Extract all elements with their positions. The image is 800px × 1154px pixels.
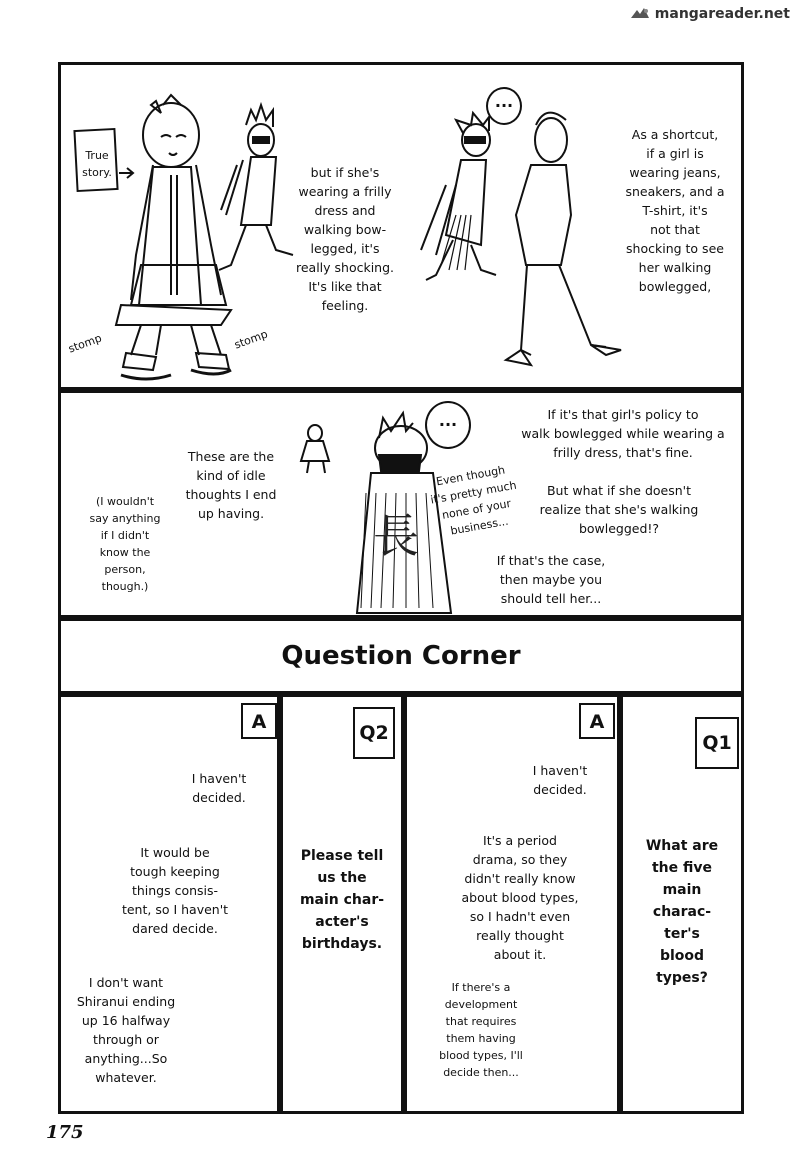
tell-her-text: If that's the case, then maybe you should tell her... <box>496 553 606 606</box>
ellipsis-middle: ... <box>438 411 458 430</box>
answer1-tag: A <box>579 703 615 739</box>
ellipsis-top: ... <box>494 92 514 111</box>
answer2-tag: A <box>241 703 277 739</box>
ellipsis-bubble-top <box>486 87 522 125</box>
panel-top <box>58 62 744 390</box>
question1-tag: Q1 <box>695 717 739 769</box>
watermark-site: mangareader.net <box>654 6 790 22</box>
question1-column <box>620 694 744 1114</box>
stomp-right: stomp <box>232 327 270 352</box>
answer1-column <box>404 694 620 1114</box>
even-though-text: Even though it's pretty much none of your business... <box>429 463 518 538</box>
what-if-text: But what if she doesn't realize that she's walking bowlegged!? <box>539 483 699 536</box>
question2-column <box>280 694 404 1114</box>
page-number: 175 <box>46 1122 84 1143</box>
panel-middle <box>58 390 744 618</box>
answer2-line3: I don't want Shiranui ending up 16 halfway through or anything...So whatever. <box>76 975 176 1085</box>
middle-narration: but if she's wearing a frilly dress and walking bow- legged, it's really shocking. It's like that feeling. <box>295 165 395 313</box>
aside-text: (I wouldn't say anything if I didn't know the person, though.) <box>89 495 161 593</box>
manga-logo-icon <box>629 6 651 22</box>
answer1-line3: If there's a development that requires them having blood types, I'll decide then... <box>439 981 523 1079</box>
answer2-column <box>58 694 280 1114</box>
right-narration: As a shortcut, if a girl is wearing jeans, sneakers, and a T-shirt, it's not that shocking to see her walking bowlegged, <box>625 127 725 294</box>
answer2-line2: It would be tough keeping things consis- tent, so I haven't dared decide. <box>121 845 229 936</box>
policy-text: If it's that girl's policy to walk bowlegged while wearing a frilly dress, that's fine. <box>521 407 725 460</box>
question2-text: Please tell us the main char- acter's birthdays. <box>299 848 385 952</box>
question2-tag: Q2 <box>353 707 395 759</box>
ellipsis-bubble-middle <box>425 401 471 449</box>
question-corner-banner <box>58 618 744 694</box>
stomp-left: stomp <box>66 331 104 356</box>
watermark <box>629 6 790 22</box>
idle-thoughts: These are the kind of idle thoughts I end up having. <box>185 449 277 521</box>
question-corner-title: Question Corner <box>281 641 521 671</box>
answer1-line2: It's a period drama, so they didn't really know about blood types, so I hadn't even really thought about it. <box>461 833 579 962</box>
answer2-line1: I haven't decided. <box>191 771 247 805</box>
answer1-line1: I haven't decided. <box>532 763 588 797</box>
kanji-mark: 長 <box>373 509 419 563</box>
question1-text: What are the five main charac- ter's blood types? <box>645 838 719 986</box>
true-story-sign: True story. <box>82 149 112 179</box>
